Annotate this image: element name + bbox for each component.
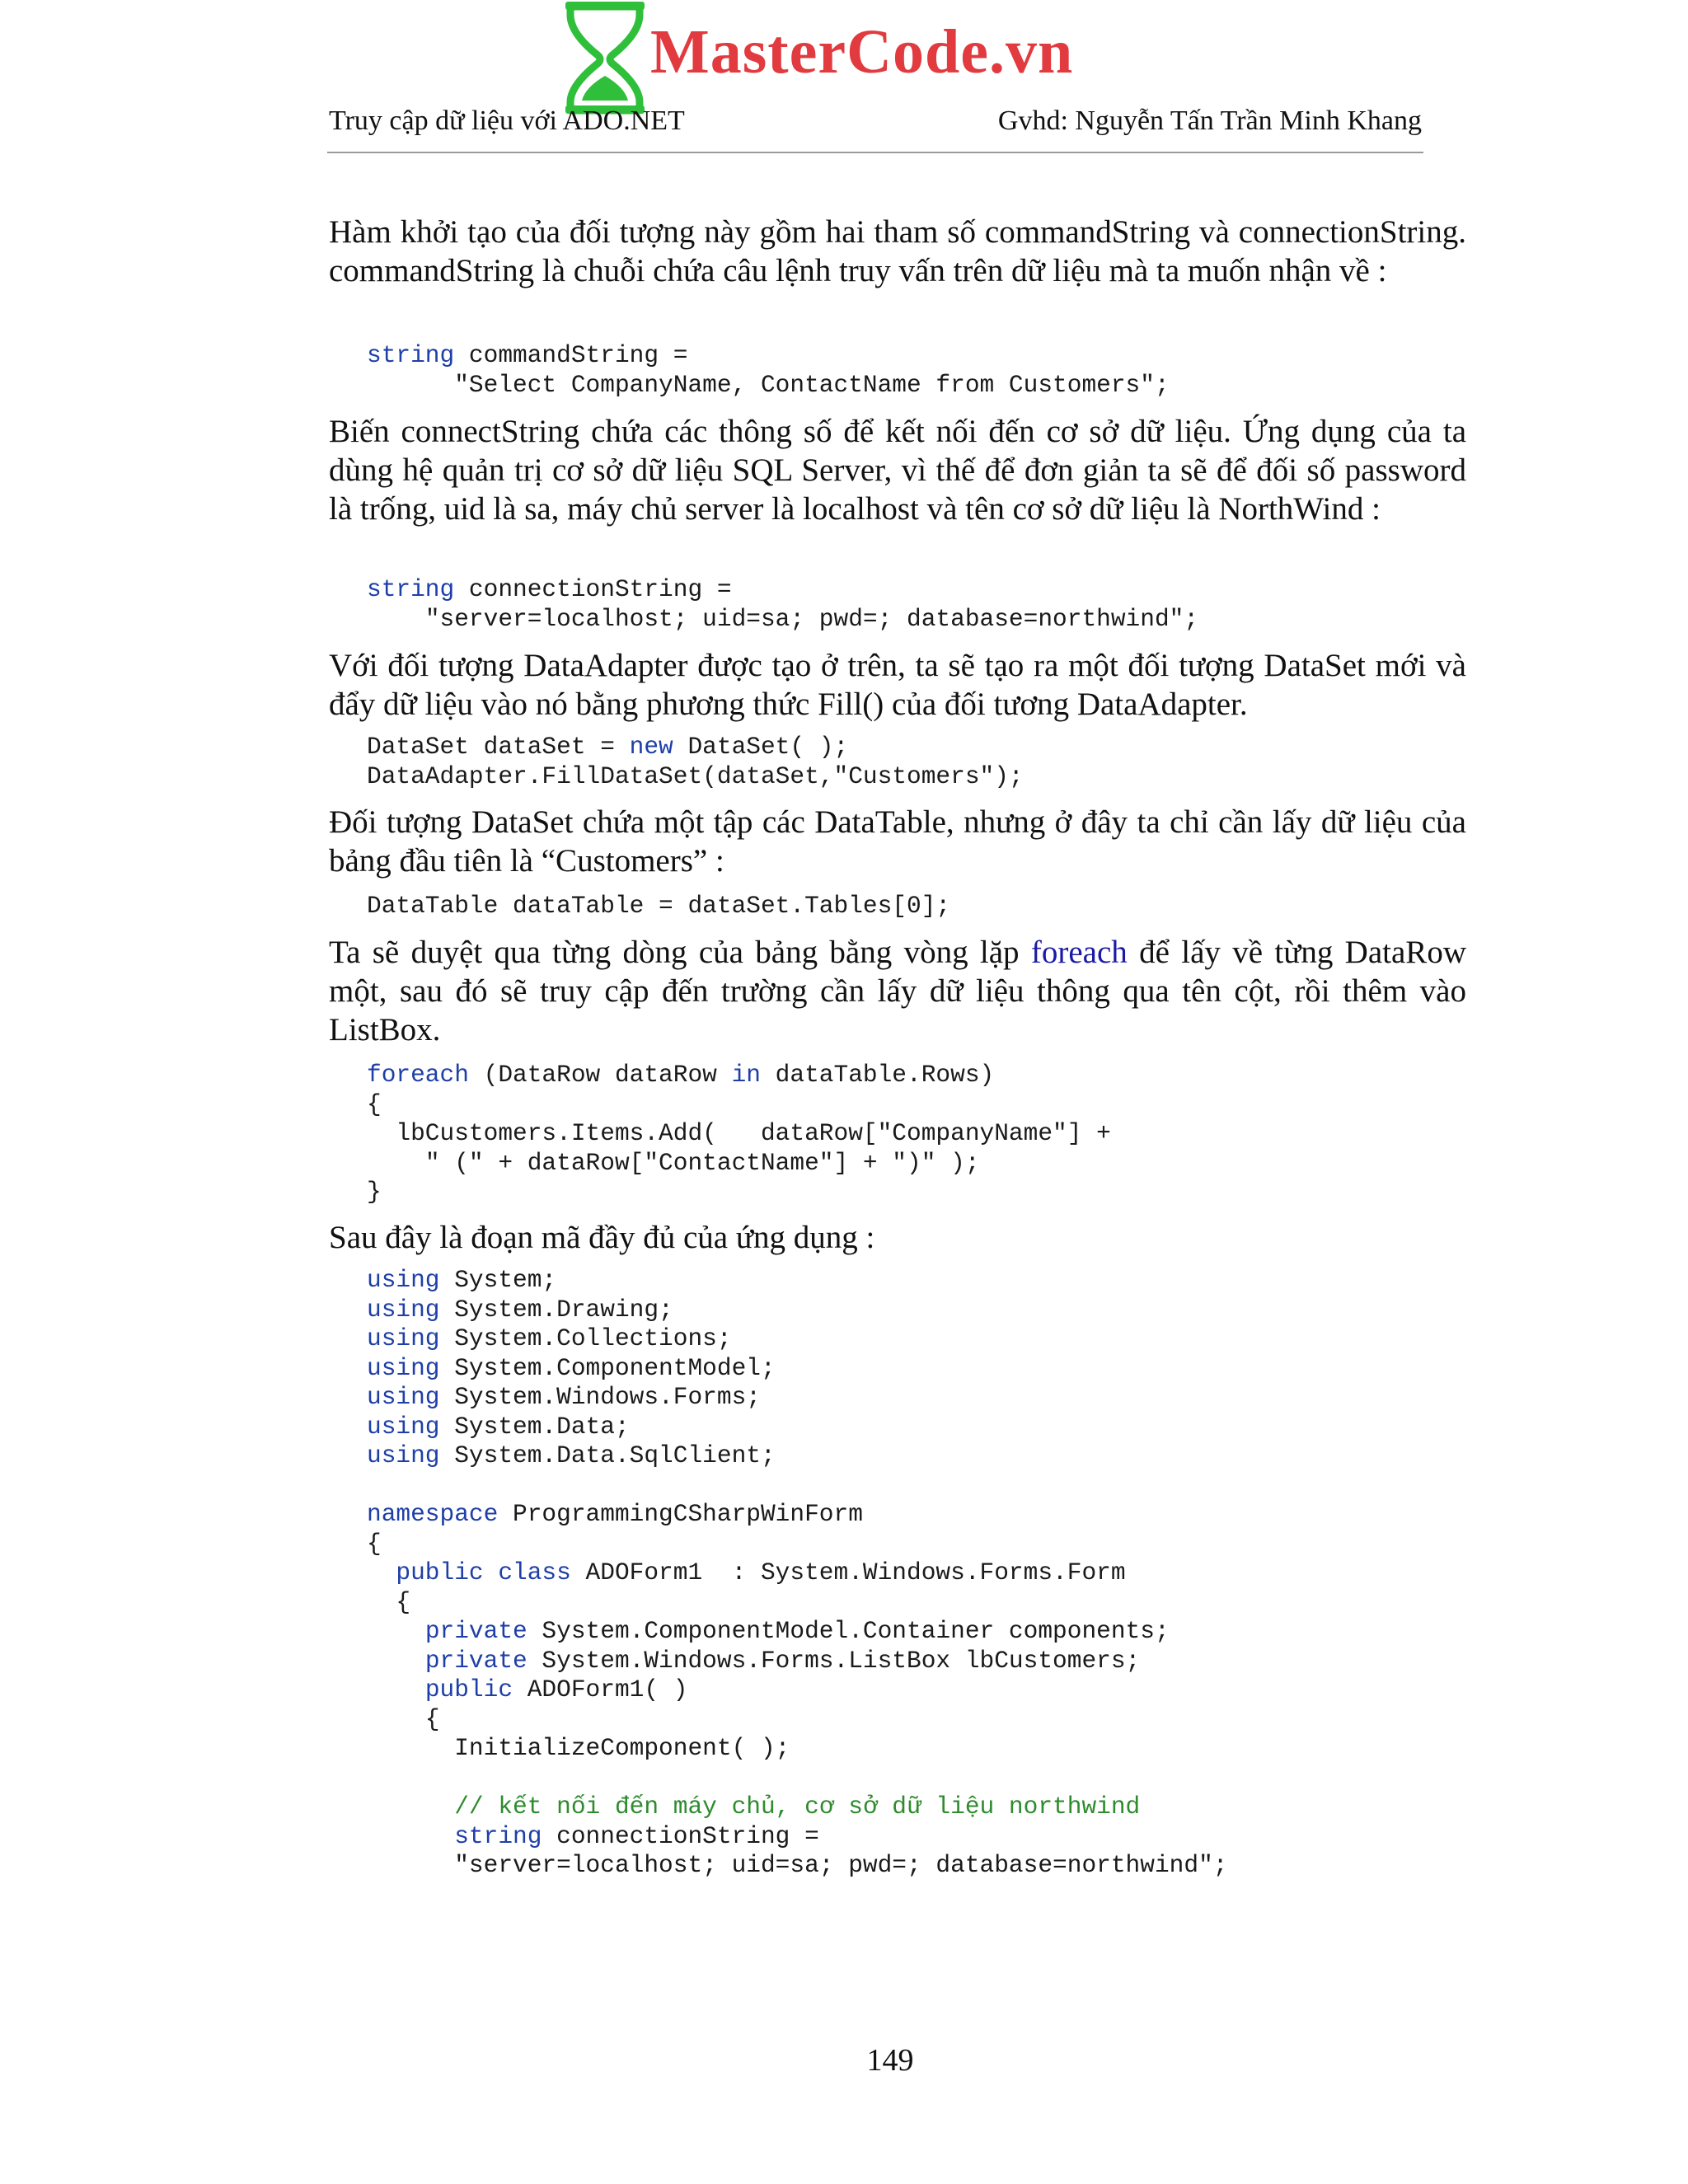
code-keyword: string [367,575,455,603]
code-text: { [367,1090,382,1118]
code-text: commandString = [454,341,688,369]
code-line [367,1061,1111,1090]
page-number: 149 [866,2043,914,2078]
code-text: System.Drawing; [439,1295,673,1324]
code-keyword: string [454,1821,542,1850]
code-indent [367,1149,425,1177]
code-indent [367,605,425,633]
code-keyword: using [367,1383,440,1411]
paragraph-5 [329,933,1466,1049]
code-text: System; [439,1266,557,1294]
code-keyword: using [367,1324,440,1352]
code-text: System.Data.SqlClient; [439,1441,776,1469]
code-block-3 [367,733,1024,791]
paragraph-1: Hàm khởi tạo của đối tượng này gồm hai tham số commandString và connectionString. commandString là chuỗi chứa câu lệnh truy vấn trên dữ liệu mà ta muốn nhận về : [329,214,1466,288]
code-indent [367,1119,396,1147]
code-line [367,1413,1227,1442]
code-indent [367,1647,425,1675]
code-text: { [367,1529,382,1558]
code-line [367,1500,1227,1530]
code-line [367,1530,1227,1559]
code-line [367,1324,1227,1354]
code-block-4 [367,892,950,921]
code-text: InitializeComponent( ); [454,1734,790,1762]
code-line [367,1822,1227,1852]
code-line [367,1793,1227,1822]
code-text: " (" + dataRow["ContactName"] + ")" ); [424,1148,980,1177]
code-line [367,1558,1227,1588]
foreach-keyword: foreach [1030,935,1128,970]
paragraph-2: Biến connectString chứa các thông số để kết nối đến cơ sở dữ liệu. Ứng dụng của ta dùng hệ quản trị cơ sở dữ liệu SQL Server, vì thế để đơn giản ta sẽ để đối số password là trống, uid là sa, máy chủ server là localhost và tên cơ sở dữ liệu là NorthWind : [329,414,1466,527]
code-text: (DataRow dataRow [468,1061,732,1089]
code-line [367,1734,1227,1764]
code-keyword: string [367,341,455,369]
code-text: { [424,1704,440,1733]
code-text: DataSet dataSet = [367,733,630,761]
code-line [367,1851,1227,1881]
code-line [367,1178,1111,1207]
code-keyword: private [424,1617,528,1645]
code-block-1 [367,341,1170,400]
code-text: ADOForm1 : System.Windows.Forms.Form [570,1558,1126,1586]
code-line [367,371,1170,401]
code-line [367,1647,1227,1676]
code-keyword: public class [396,1558,571,1586]
code-text: System.Windows.Forms.ListBox lbCustomers; [527,1646,1141,1675]
code-indent [367,1705,425,1733]
code-line [367,762,1024,792]
code-line [367,1764,1227,1793]
code-line [367,1471,1227,1501]
code-keyword: foreach [367,1061,469,1089]
paragraph-5-text-after: để lấy về từng DataRow một, sau đó sẽ truy cập đến trường cần lấy dữ liệu thông qua tên cột, rồi thêm vào ListBox. [329,935,1466,1047]
code-text: System.ComponentModel; [439,1353,776,1382]
code-keyword: using [367,1266,440,1294]
code-text: DataAdapter.FillDataSet(dataSet,"Customers"); [367,762,1024,790]
code-text: "Select CompanyName, ContactName from Customers"; [454,370,1170,399]
code-line [367,1383,1227,1413]
logo-text: MasterCode.vn [650,17,1074,87]
code-line [367,1675,1227,1705]
code-text: System.Data; [439,1412,630,1441]
code-block-5 [367,1061,1111,1207]
code-line [367,575,1198,605]
header-title: Truy cập dữ liệu với ADO.NET [329,105,685,136]
code-comment: // kết nối đến máy chủ, cơ sở dữ liệu northwind [454,1793,1141,1821]
code-text: System.Windows.Forms; [439,1383,761,1411]
code-text: connectionString = [542,1821,819,1850]
code-line [367,605,1198,635]
code-text: System.ComponentModel.Container components; [527,1617,1170,1645]
code-indent [367,1793,454,1821]
paragraph-5-text-before: Ta sẽ duyệt qua từng dòng của bảng bằng vòng lặp [329,935,1031,970]
code-keyword: in [731,1061,761,1089]
code-indent [367,1675,425,1704]
code-text: dataTable.Rows) [760,1061,995,1089]
code-line [367,1119,1111,1149]
code-text: ProgrammingCSharpWinForm [498,1500,863,1528]
code-block-2 [367,575,1198,634]
code-line [367,733,1024,762]
code-line [367,892,950,921]
code-indent [367,1822,454,1850]
code-indent [367,1588,396,1616]
code-keyword: using [367,1441,440,1469]
code-line [367,1266,1227,1296]
paragraph-3: Với đối tượng DataAdapter được tạo ở trên, ta sẽ tạo ra một đối tượng DataSet mới và đẩy dữ liệu vào nó bằng phương thức Fill() của đối tương DataAdapter. [329,648,1466,722]
code-line [367,1705,1227,1735]
code-text: "server=localhost; uid=sa; pwd=; database=northwind"; [424,604,1199,633]
paragraph-6: Sau đây là đoạn mã đầy đủ của ứng dụng : [329,1220,875,1255]
code-line [367,1296,1227,1325]
code-line [367,1090,1111,1120]
hourglass-icon [564,0,646,115]
code-keyword: new [629,733,673,761]
code-keyword: namespace [367,1500,499,1528]
paragraph-4: Đối tượng DataSet chứa một tập các DataTable, nhưng ở đây ta chỉ cần lấy dữ liệu của bảng đầu tiên là “Customers” : [329,804,1466,879]
header-author: Gvhd: Nguyễn Tấn Trần Minh Khang [997,105,1422,136]
page-header [327,102,1423,153]
code-line [367,1149,1111,1179]
code-text: DataTable dataTable = dataSet.Tables[0]; [367,892,951,920]
code-text: connectionString = [454,575,732,603]
code-keyword: using [367,1295,440,1324]
code-indent [367,1558,396,1586]
code-indent [367,1617,425,1645]
code-text: "server=localhost; uid=sa; pwd=; database=northwind"; [454,1851,1228,1879]
code-indent [367,371,454,399]
code-text: DataSet( ); [673,733,849,761]
code-line [367,1441,1227,1471]
code-text: System.Collections; [439,1324,732,1352]
code-keyword: using [367,1412,440,1441]
code-line [367,1354,1227,1384]
code-keyword: using [367,1353,440,1382]
code-line [367,341,1170,371]
code-block-6 [367,1266,1227,1881]
code-line [367,1588,1227,1618]
code-text: } [367,1178,382,1206]
code-indent [367,1734,454,1762]
code-text: ADOForm1( ) [513,1675,688,1704]
code-keyword: private [424,1646,528,1675]
code-indent [367,1851,454,1879]
code-line [367,1617,1227,1647]
code-text: lbCustomers.Items.Add( dataRow["CompanyName"] + [396,1119,1111,1147]
code-keyword: public [424,1675,513,1704]
code-text: { [396,1587,411,1616]
